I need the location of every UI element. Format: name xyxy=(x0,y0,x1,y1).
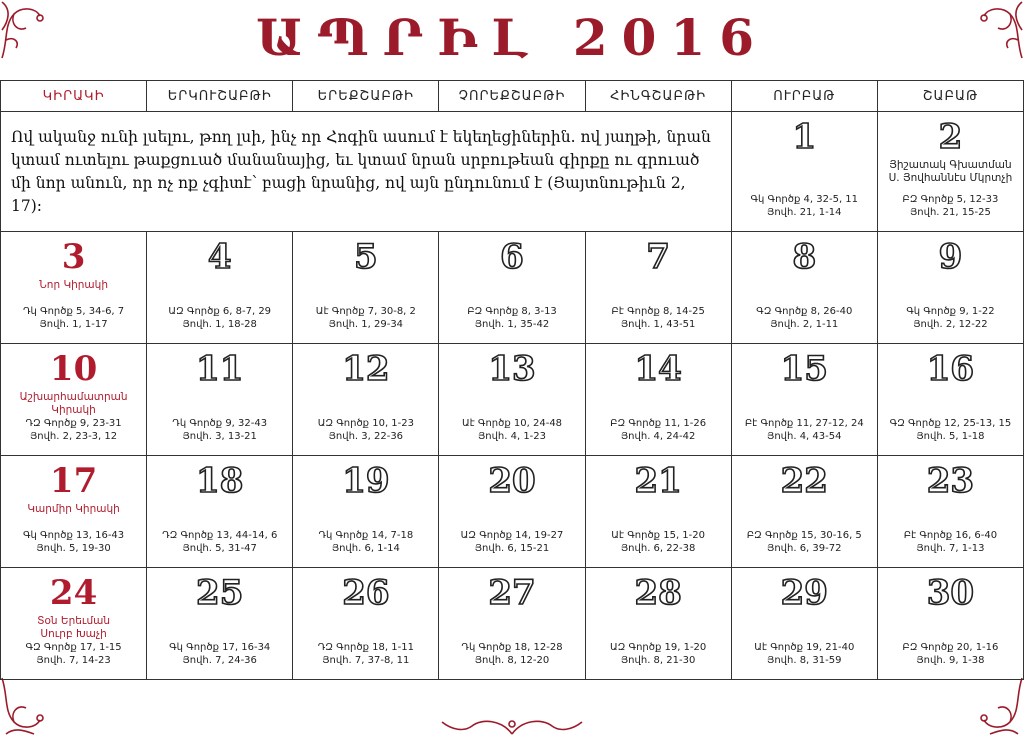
calendar-grid xyxy=(0,80,1024,680)
weekday-header: ՈՒՐԲԱԹ xyxy=(731,81,877,112)
feast-name: Ս. Յովհաննէս Մկրտչի xyxy=(888,172,1013,184)
reading-line: ԱԶ Գործք 6, 8-7, 29 xyxy=(168,306,272,317)
day-cell xyxy=(731,232,877,344)
day-number: 1 xyxy=(792,117,817,157)
day-cell xyxy=(147,456,293,568)
reading-line: Յովհ. 21, 15-25 xyxy=(910,207,991,218)
readings xyxy=(1,417,146,443)
reading-line: Յովհ. 3, 13-21 xyxy=(182,431,257,442)
day-number: 3 xyxy=(61,237,86,277)
week-row xyxy=(1,568,1024,680)
week-row xyxy=(1,344,1024,456)
readings xyxy=(878,529,1023,555)
day-cell xyxy=(877,344,1023,456)
reading-line: ԲԶ Գործք 5, 12-33 xyxy=(902,194,999,205)
week-row xyxy=(1,456,1024,568)
reading-line: Յովհ. 8, 21-30 xyxy=(620,655,696,666)
reading-line: Յովհ. 2, 12-22 xyxy=(913,319,988,330)
reading-line: Աէ Գործք 7, 30-8, 2 xyxy=(315,306,416,317)
reading-line: ԱԶ Գործք 10, 1-23 xyxy=(317,418,415,429)
day-cell xyxy=(1,344,147,456)
reading-line: Յովհ. 5, 19-30 xyxy=(36,543,111,554)
day-number: 7 xyxy=(646,237,670,277)
readings xyxy=(732,193,877,219)
readings xyxy=(293,641,438,667)
reading-line: Յովհ. 7, 14-23 xyxy=(36,655,111,666)
reading-line: ԴԶ Գործք 13, 44-14, 6 xyxy=(162,530,278,541)
reading-line: Յովհ. 9, 1-38 xyxy=(916,655,985,666)
reading-line: ԳԶ Գործք 17, 1-15 xyxy=(25,642,122,653)
day-cell xyxy=(877,112,1023,232)
day-number: 16 xyxy=(926,349,975,389)
reading-line: ԱԶ Գործք 19, 1-20 xyxy=(609,642,707,653)
day-cell xyxy=(293,456,439,568)
feast-name: Յիշատակ Գխատման xyxy=(889,159,1012,171)
reading-line: Յովհ. 4, 24-42 xyxy=(620,431,696,442)
readings xyxy=(147,529,292,555)
day-number: 22 xyxy=(780,461,828,501)
day-cell xyxy=(731,112,877,232)
reading-line: Յովհ. 4, 43-54 xyxy=(767,431,842,442)
reading-line: Բէ Գործք 8, 14-25 xyxy=(611,306,705,317)
day-number: 19 xyxy=(342,461,390,501)
readings xyxy=(439,641,584,667)
readings xyxy=(732,305,877,331)
reading-line: Յովհ. 8, 12-20 xyxy=(474,655,550,666)
reading-line: Յովհ. 5, 31-47 xyxy=(182,543,257,554)
reading-line: Յովհ. 8, 31-59 xyxy=(767,655,842,666)
day-number: 18 xyxy=(196,461,244,501)
day-cell xyxy=(877,232,1023,344)
reading-line: Աէ Գործք 15, 1-20 xyxy=(611,530,705,541)
readings xyxy=(732,529,877,555)
readings xyxy=(732,641,877,667)
day-number: 28 xyxy=(634,573,682,613)
reading-line: ԲԶ Գործք 20, 1-16 xyxy=(902,642,999,653)
week-row xyxy=(1,112,1024,232)
day-cell xyxy=(439,344,585,456)
readings xyxy=(1,529,146,555)
reading-line: Յովհ. 7, 24-36 xyxy=(182,655,257,666)
readings xyxy=(878,641,1023,667)
reading-line: ԲԶ Գործք 11, 1-26 xyxy=(610,418,707,429)
readings xyxy=(147,417,292,443)
day-number: 14 xyxy=(634,349,682,389)
corner-ornament-bottom-left-icon xyxy=(0,676,70,736)
day-number: 24 xyxy=(49,573,98,613)
reading-line: Դկ Գործք 9, 32-43 xyxy=(172,418,268,429)
reading-line: Գկ Գործք 4, 32-5, 11 xyxy=(750,194,859,205)
weekday-header: ՇԱԲԱԹ xyxy=(877,81,1023,112)
reading-line: Յովհ. 4, 1-23 xyxy=(477,431,547,442)
readings xyxy=(293,529,438,555)
reading-line: Յովհ. 7, 37-8, 11 xyxy=(322,655,410,666)
reading-line: ԱԶ Գործք 14, 19-27 xyxy=(460,530,564,541)
day-cell xyxy=(731,568,877,680)
day-cell xyxy=(877,568,1023,680)
reading-line: Աէ Գործք 19, 21-40 xyxy=(754,642,855,653)
day-cell xyxy=(147,568,293,680)
day-cell xyxy=(731,456,877,568)
day-number: 20 xyxy=(488,461,536,501)
readings xyxy=(1,305,146,331)
reading-line: Գկ Գործք 17, 16-34 xyxy=(169,642,271,653)
bottom-center-ornament-icon xyxy=(432,712,592,736)
reading-line: Գկ Գործք 13, 16-43 xyxy=(22,530,125,541)
reading-line: Յովհ. 1, 35-42 xyxy=(474,319,550,330)
day-cell xyxy=(877,456,1023,568)
reading-line: Բէ Գործք 16, 6-40 xyxy=(903,530,998,541)
day-number: 29 xyxy=(780,573,828,613)
day-cell xyxy=(731,344,877,456)
readings xyxy=(147,305,292,331)
day-cell xyxy=(439,232,585,344)
week-row xyxy=(1,232,1024,344)
readings xyxy=(878,305,1023,331)
day-cell xyxy=(1,232,147,344)
reading-line: Դկ Գործք 14, 7-18 xyxy=(318,530,414,541)
feast-name: Սուրբ Խաչի xyxy=(40,628,107,640)
reading-line: Յովհ. 1, 1-17 xyxy=(39,319,108,330)
reading-line: Յովհ. 7, 1-13 xyxy=(916,543,985,554)
readings xyxy=(586,529,731,555)
reading-line: ԲԶ Գործք 8, 3-13 xyxy=(467,306,557,317)
reading-line: Յովհ. 2, 1-11 xyxy=(770,319,839,330)
readings xyxy=(586,305,731,331)
reading-line: ԲԶ Գործք 15, 30-16, 5 xyxy=(746,530,862,541)
day-cell xyxy=(585,568,731,680)
day-number: 8 xyxy=(792,237,817,277)
day-number: 21 xyxy=(634,461,682,501)
day-number: 6 xyxy=(500,237,524,277)
day-cell xyxy=(293,344,439,456)
reading-line: Յովհ. 1, 43-51 xyxy=(620,319,696,330)
day-number: 2 xyxy=(938,117,963,157)
corner-ornament-bottom-right-icon xyxy=(954,676,1024,736)
day-number: 9 xyxy=(938,237,963,277)
page-title xyxy=(0,8,1024,67)
day-cell xyxy=(1,456,147,568)
readings xyxy=(878,417,1023,443)
reading-line: ԳԶ Գործք 8, 26-40 xyxy=(756,306,853,317)
day-number: 11 xyxy=(196,349,244,389)
reading-line: ԴԶ Գործք 9, 23-31 xyxy=(25,418,122,429)
day-cell xyxy=(293,232,439,344)
reading-line: Դկ Գործք 5, 34-6, 7 xyxy=(22,306,125,317)
day-cell xyxy=(585,232,731,344)
feast-name: Տօն Երեւման xyxy=(37,615,111,627)
reading-line: Յովհ. 1, 18-28 xyxy=(182,319,257,330)
reading-line: Յովհ. 21, 1-14 xyxy=(767,207,842,218)
readings xyxy=(439,305,584,331)
day-number: 5 xyxy=(354,237,378,277)
readings xyxy=(732,417,877,443)
reading-line: Յովհ. 3, 22-36 xyxy=(328,431,404,442)
reading-line: Յովհ. 6, 39-72 xyxy=(767,543,842,554)
feast-name: Կարմիր Կիրակի xyxy=(27,503,120,515)
day-number: 17 xyxy=(49,461,98,501)
reading-line: Յովհ. 6, 1-14 xyxy=(331,543,400,554)
readings xyxy=(293,305,438,331)
feast-name: Նոր Կիրակի xyxy=(39,279,108,291)
day-number: 25 xyxy=(196,573,244,613)
readings xyxy=(1,641,146,667)
weekday-header: ՀԻՆԳՇԱԲԹԻ xyxy=(585,81,731,112)
readings xyxy=(586,417,731,443)
day-cell xyxy=(439,568,585,680)
reading-line: Յովհ. 5, 1-18 xyxy=(916,431,985,442)
day-number: 10 xyxy=(49,349,98,389)
reading-line: ԳԶ Գործք 12, 25-13, 15 xyxy=(889,418,1012,429)
reading-line: ԴԶ Գործք 18, 1-11 xyxy=(317,642,414,653)
day-number: 30 xyxy=(926,573,975,613)
day-cell xyxy=(147,344,293,456)
readings xyxy=(586,641,731,667)
day-number: 23 xyxy=(926,461,975,501)
day-number: 13 xyxy=(488,349,536,389)
day-number: 12 xyxy=(342,349,390,389)
readings xyxy=(439,417,584,443)
scripture-quote: Ով ականջ ունի լսելու, թող լսի, ինչ որ Հոգին ասում է եկեղեցիներին. ով յաղթի, նրան կտամ ուտելու թաքցուած մանանայից, եւ կտամ նրան սրբութեան գիրքը ու գրուած մի նոր անուն, որ ոչ ոք չգիտէ՝ բացի նրանից, ով այն ընդունում է (Յայտնութիւն 2, 17): xyxy=(1,112,732,232)
weekday-header: ԵՐԿՈՒՇԱԲԹԻ xyxy=(147,81,293,112)
reading-line: Դկ Գործք 18, 12-28 xyxy=(461,642,563,653)
day-cell xyxy=(585,344,731,456)
readings xyxy=(293,417,438,443)
weekday-header: ԵՐԵՔՇԱԲԹԻ xyxy=(293,81,439,112)
day-cell xyxy=(585,456,731,568)
title-year: 2016 xyxy=(572,8,769,67)
readings xyxy=(439,529,584,555)
title-month: ԱՊՐԻԼ xyxy=(255,8,542,67)
feast-name: Աշխարհամատրան xyxy=(19,391,128,403)
day-cell xyxy=(439,456,585,568)
weekday-header: ԿԻՐԱԿԻ xyxy=(1,81,147,112)
feast-name: Կիրակի xyxy=(51,404,96,416)
readings xyxy=(147,641,292,667)
day-cell xyxy=(147,232,293,344)
reading-line: Բէ Գործք 11, 27-12, 24 xyxy=(744,418,864,429)
reading-line: Աէ Գործք 10, 24-48 xyxy=(461,418,563,429)
readings xyxy=(878,193,1023,219)
day-number: 15 xyxy=(780,349,828,389)
day-number: 27 xyxy=(488,573,536,613)
day-number: 4 xyxy=(207,237,232,277)
reading-line: Յովհ. 6, 15-21 xyxy=(474,543,550,554)
reading-line: Յովհ. 6, 22-38 xyxy=(620,543,696,554)
reading-line: Գկ Գործք 9, 1-22 xyxy=(906,306,995,317)
weekday-header: ՉՈՐԵՔՇԱԲԹԻ xyxy=(439,81,585,112)
day-cell xyxy=(293,568,439,680)
weekday-header-row xyxy=(1,81,1024,112)
day-number: 26 xyxy=(342,573,390,613)
reading-line: Յովհ. 2, 23-3, 12 xyxy=(29,431,118,442)
reading-line: Յովհ. 1, 29-34 xyxy=(328,319,404,330)
day-cell xyxy=(1,568,147,680)
